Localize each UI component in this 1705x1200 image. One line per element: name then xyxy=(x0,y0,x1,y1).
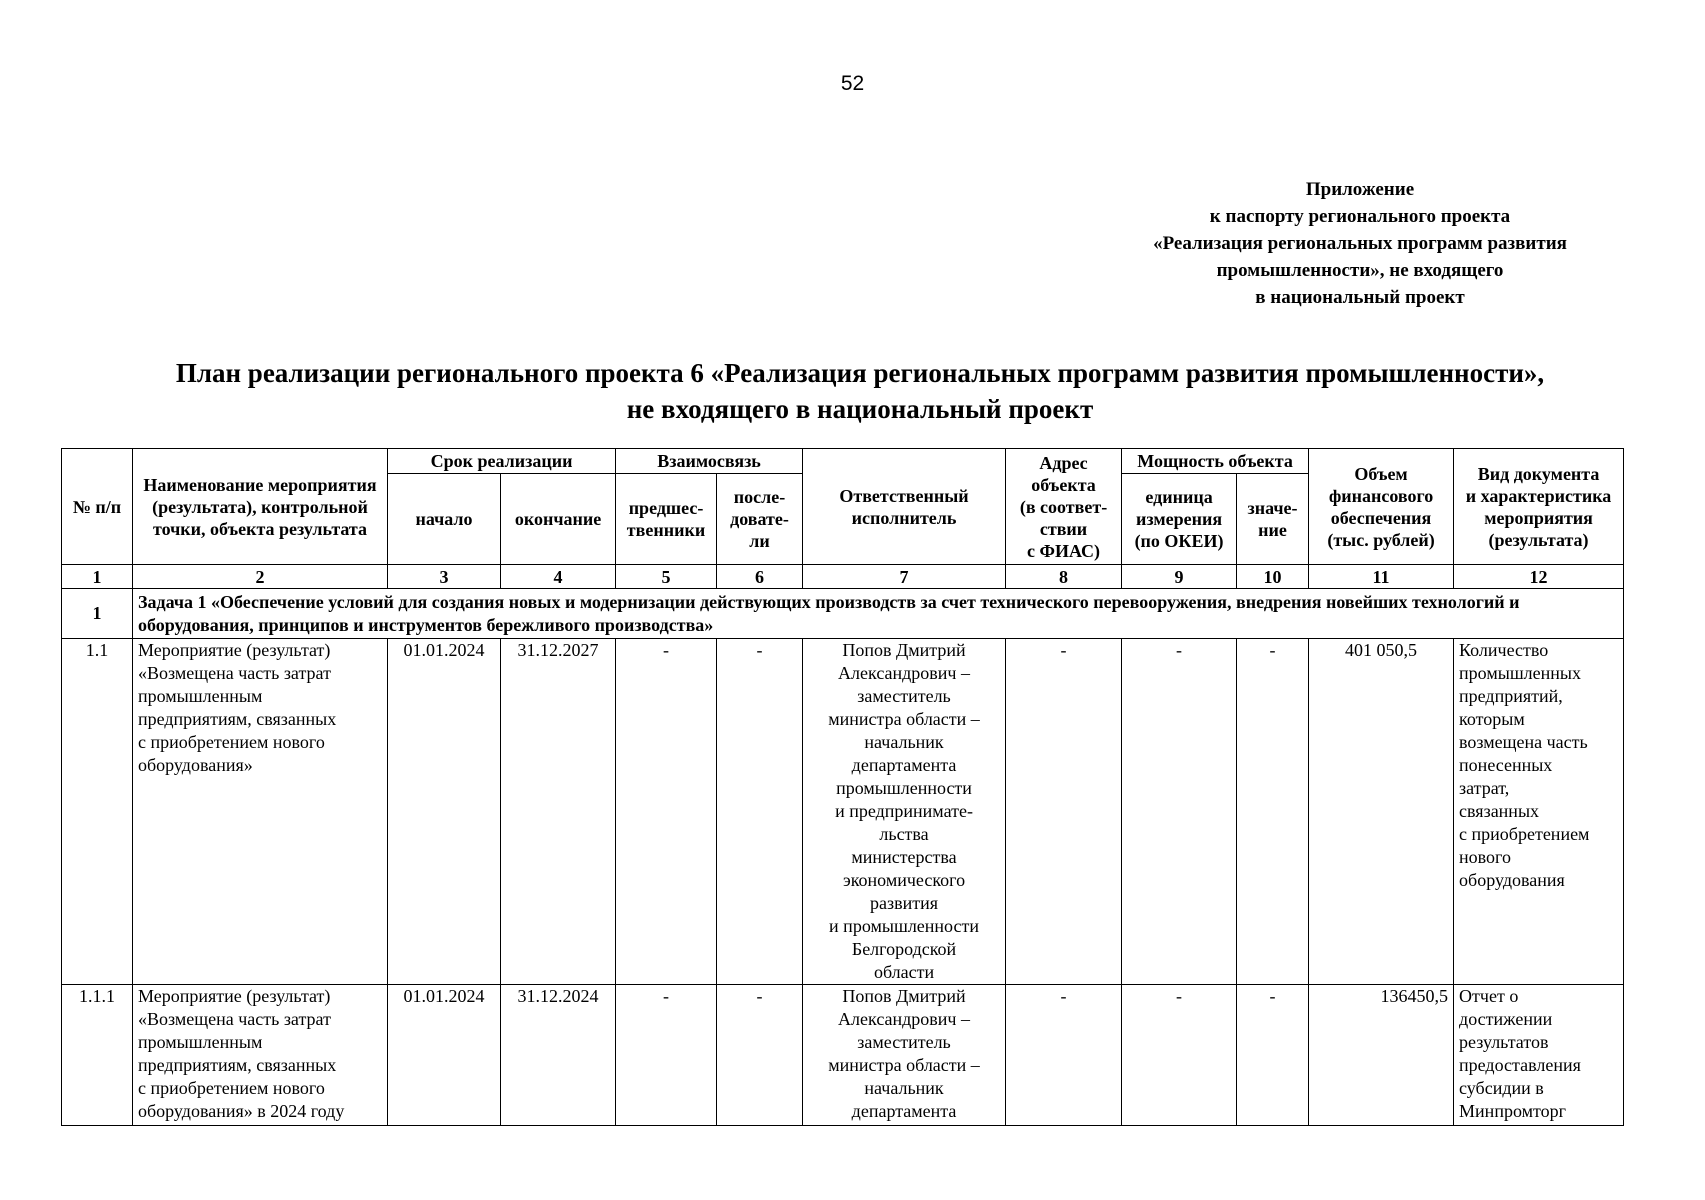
row-funding: 401 050,5 xyxy=(1309,639,1454,985)
header-link: Взаимосвязь xyxy=(616,449,803,474)
header-address: Адрес объекта (в соответ- ствии с ФИАС) xyxy=(1006,449,1122,565)
row-end: 31.12.2024 xyxy=(501,985,616,1126)
implementation-plan-table xyxy=(61,448,1624,1126)
column-number: 7 xyxy=(803,565,1006,589)
column-number: 10 xyxy=(1237,565,1309,589)
row-unit: - xyxy=(1122,639,1237,985)
row-responsible: Попов Дмитрий Александрович – заместитель министра области – начальник департамента xyxy=(803,985,1006,1126)
appendix-block xyxy=(1120,176,1600,311)
row-num: 1.1 xyxy=(62,639,133,985)
header-capacity: Мощность объекта xyxy=(1122,449,1309,474)
row-address: - xyxy=(1006,639,1122,985)
task-row xyxy=(62,589,1624,639)
row-doc: Отчет о достижении результатов предоставления субсидии в Минпромторг xyxy=(1454,985,1624,1126)
row-doc: Количество промышленных предприятий, которым возмещена часть понесенных затрат, связанных с приобретением нового оборудования xyxy=(1454,639,1624,985)
title-line-1: План реализации регионального проекта 6 «Реализация региональных программ развития промышленности», xyxy=(175,358,1545,388)
appendix-line: «Реализация региональных программ развития xyxy=(1153,233,1567,254)
task-num: 1 xyxy=(62,589,133,639)
header-term-start: начало xyxy=(388,474,501,565)
task-text: Задача 1 «Обеспечение условий для создания новых и модернизации действующих производств за счет технического перевооружения, внедрения новейших технологий и оборудования, принципов и инструментов бережливого производства» xyxy=(133,589,1624,639)
appendix-line: в национальный проект xyxy=(1255,287,1465,308)
row-name: Мероприятие (результат) «Возмещена часть затрат промышленным предприятиям, связанных с приобретением нового оборудования» в 2024 году xyxy=(133,985,388,1126)
column-number: 11 xyxy=(1309,565,1454,589)
row-name: Мероприятие (результат) «Возмещена часть затрат промышленным предприятиям, связанных с приобретением нового оборудования» xyxy=(133,639,388,985)
table-row xyxy=(62,985,1624,1126)
column-number-row xyxy=(62,565,1624,589)
column-number: 6 xyxy=(717,565,803,589)
row-funding: 136450,5 xyxy=(1309,985,1454,1126)
column-number: 12 xyxy=(1454,565,1624,589)
header-link-prev: предшес- твенники xyxy=(616,474,717,565)
document-title xyxy=(60,355,1660,427)
column-number: 8 xyxy=(1006,565,1122,589)
page-number: 52 xyxy=(840,72,865,95)
row-next: - xyxy=(717,985,803,1126)
header-capacity-value: значе- ние xyxy=(1237,474,1309,565)
appendix-line: промышленности», не входящего xyxy=(1216,260,1504,281)
header-name: Наименование мероприятия (результата), контрольной точки, объекта результата xyxy=(133,449,388,565)
row-start: 01.01.2024 xyxy=(388,985,501,1126)
table-row xyxy=(62,639,1624,985)
row-value: - xyxy=(1237,985,1309,1126)
row-next: - xyxy=(717,639,803,985)
header-term-end: окончание xyxy=(501,474,616,565)
row-unit: - xyxy=(1122,985,1237,1126)
header-doc-type: Вид документа и характеристика мероприятия (результата) xyxy=(1454,449,1624,565)
header-term: Срок реализации xyxy=(388,449,616,474)
header-funding: Объем финансового обеспечения (тыс. рублей) xyxy=(1309,449,1454,565)
column-number: 5 xyxy=(616,565,717,589)
column-number: 2 xyxy=(133,565,388,589)
title-line-2: не входящего в национальный проект xyxy=(626,394,1094,424)
column-number: 9 xyxy=(1122,565,1237,589)
column-number: 4 xyxy=(501,565,616,589)
row-prev: - xyxy=(616,639,717,985)
header-capacity-unit: единица измерения (по ОКЕИ) xyxy=(1122,474,1237,565)
row-start: 01.01.2024 xyxy=(388,639,501,985)
row-num: 1.1.1 xyxy=(62,985,133,1126)
row-prev: - xyxy=(616,985,717,1126)
appendix-line: Приложение xyxy=(1305,179,1415,200)
row-address: - xyxy=(1006,985,1122,1126)
row-value: - xyxy=(1237,639,1309,985)
appendix-line: к паспорту регионального проекта xyxy=(1209,206,1511,227)
row-responsible: Попов Дмитрий Александрович – заместитель министра области – начальник департамента промышленности и предпринимате- льства министерства экономического развития и промышленности Белгородской области xyxy=(803,639,1006,985)
header-link-next: после- довате- ли xyxy=(717,474,803,565)
row-end: 31.12.2027 xyxy=(501,639,616,985)
header-num: № п/п xyxy=(62,449,133,565)
column-number: 1 xyxy=(62,565,133,589)
column-number: 3 xyxy=(388,565,501,589)
header-responsible: Ответственный исполнитель xyxy=(803,449,1006,565)
